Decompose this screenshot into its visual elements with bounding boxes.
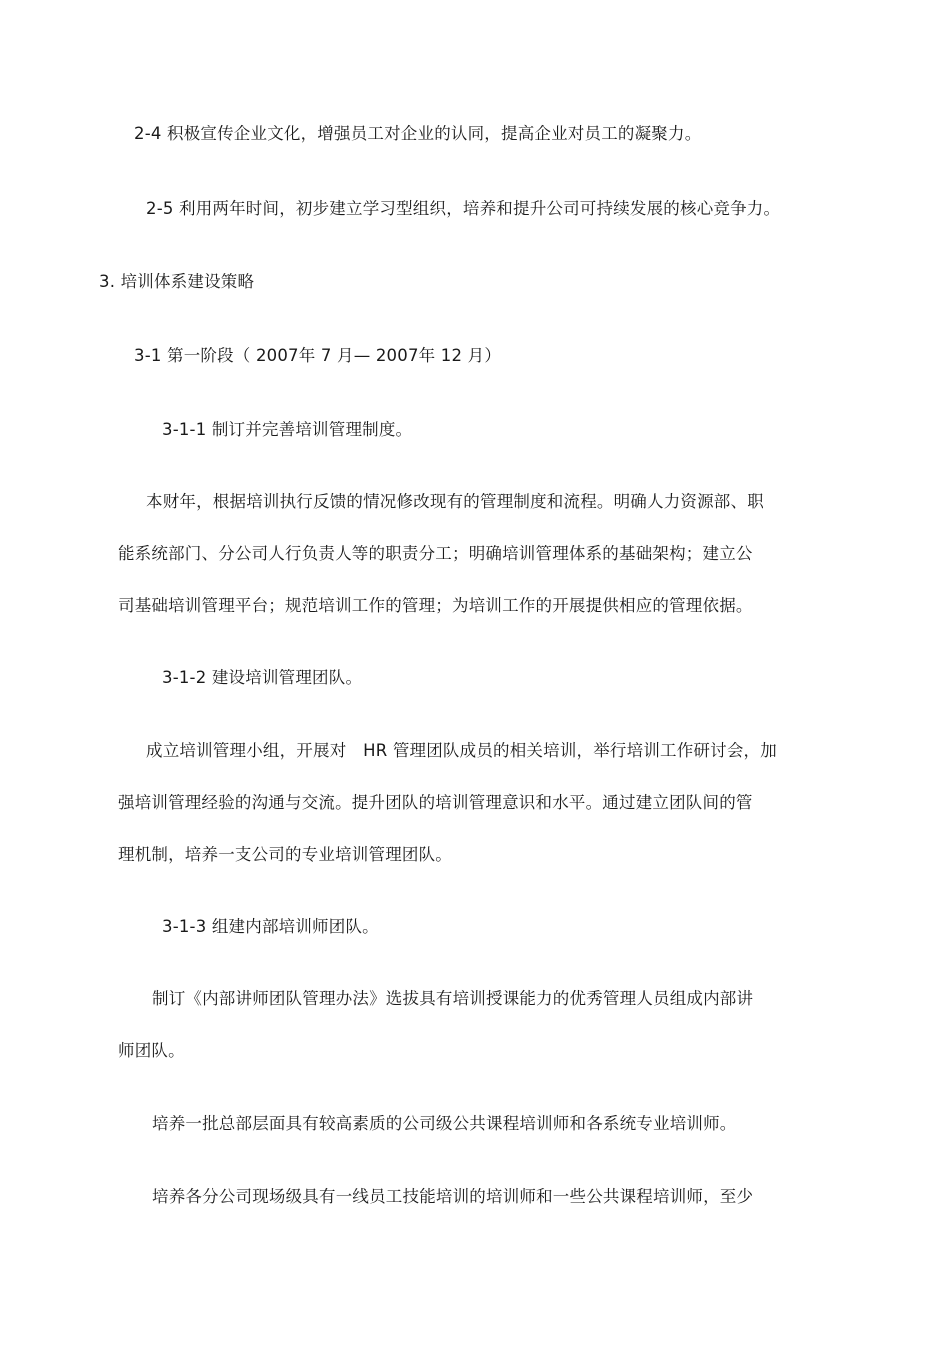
paragraph-line: 培养一批总部层面具有较高素质的公司级公共课程培训师和各系统专业培训师。: [152, 1114, 737, 1133]
subsection-heading-3-1: 3-1 第一阶段（ 2007年 7 月— 2007年 12 月）: [134, 346, 502, 365]
item-heading-3-1-2: 3-1-2 建设培训管理团队。: [162, 668, 363, 687]
item-heading-3-1-1: 3-1-1 制订并完善培训管理制度。: [162, 420, 413, 439]
paragraph-line: 成立培训管理小组，开展对 HR 管理团队成员的相关培训，举行培训工作研讨会，加: [146, 741, 777, 760]
paragraph-line: 司基础培训管理平台；规范培训工作的管理；为培训工作的开展提供相应的管理依据。: [118, 596, 753, 615]
item-heading-3-1-3: 3-1-3 组建内部培训师团队。: [162, 917, 379, 936]
item-2-5: 2-5 利用两年时间，初步建立学习型组织，培养和提升公司可持续发展的核心竞争力。: [146, 199, 781, 218]
item-2-4: 2-4 积极宣传企业文化，增强员工对企业的认同，提高企业对员工的凝聚力。: [134, 124, 702, 143]
paragraph-line: 培养各分公司现场级具有一线员工技能培训的培训师和一些公共课程培训师，至少: [152, 1187, 754, 1206]
paragraph-line: 强培训管理经验的沟通与交流。提升团队的培训管理意识和水平。通过建立团队间的管: [118, 793, 753, 812]
paragraph-line: 理机制，培养一支公司的专业培训管理团队。: [118, 845, 452, 864]
paragraph-line: 制订《内部讲师团队管理办法》选拔具有培训授课能力的优秀管理人员组成内部讲: [152, 989, 754, 1008]
paragraph-line: 本财年，根据培训执行反馈的情况修改现有的管理制度和流程。明确人力资源部、职: [146, 492, 764, 511]
paragraph-line: 师团队。: [118, 1041, 185, 1060]
section-heading-3: 3. 培训体系建设策略: [99, 272, 255, 291]
paragraph-line: 能系统部门、分公司人行负责人等的职责分工；明确培训管理体系的基础架构；建立公: [118, 544, 753, 563]
